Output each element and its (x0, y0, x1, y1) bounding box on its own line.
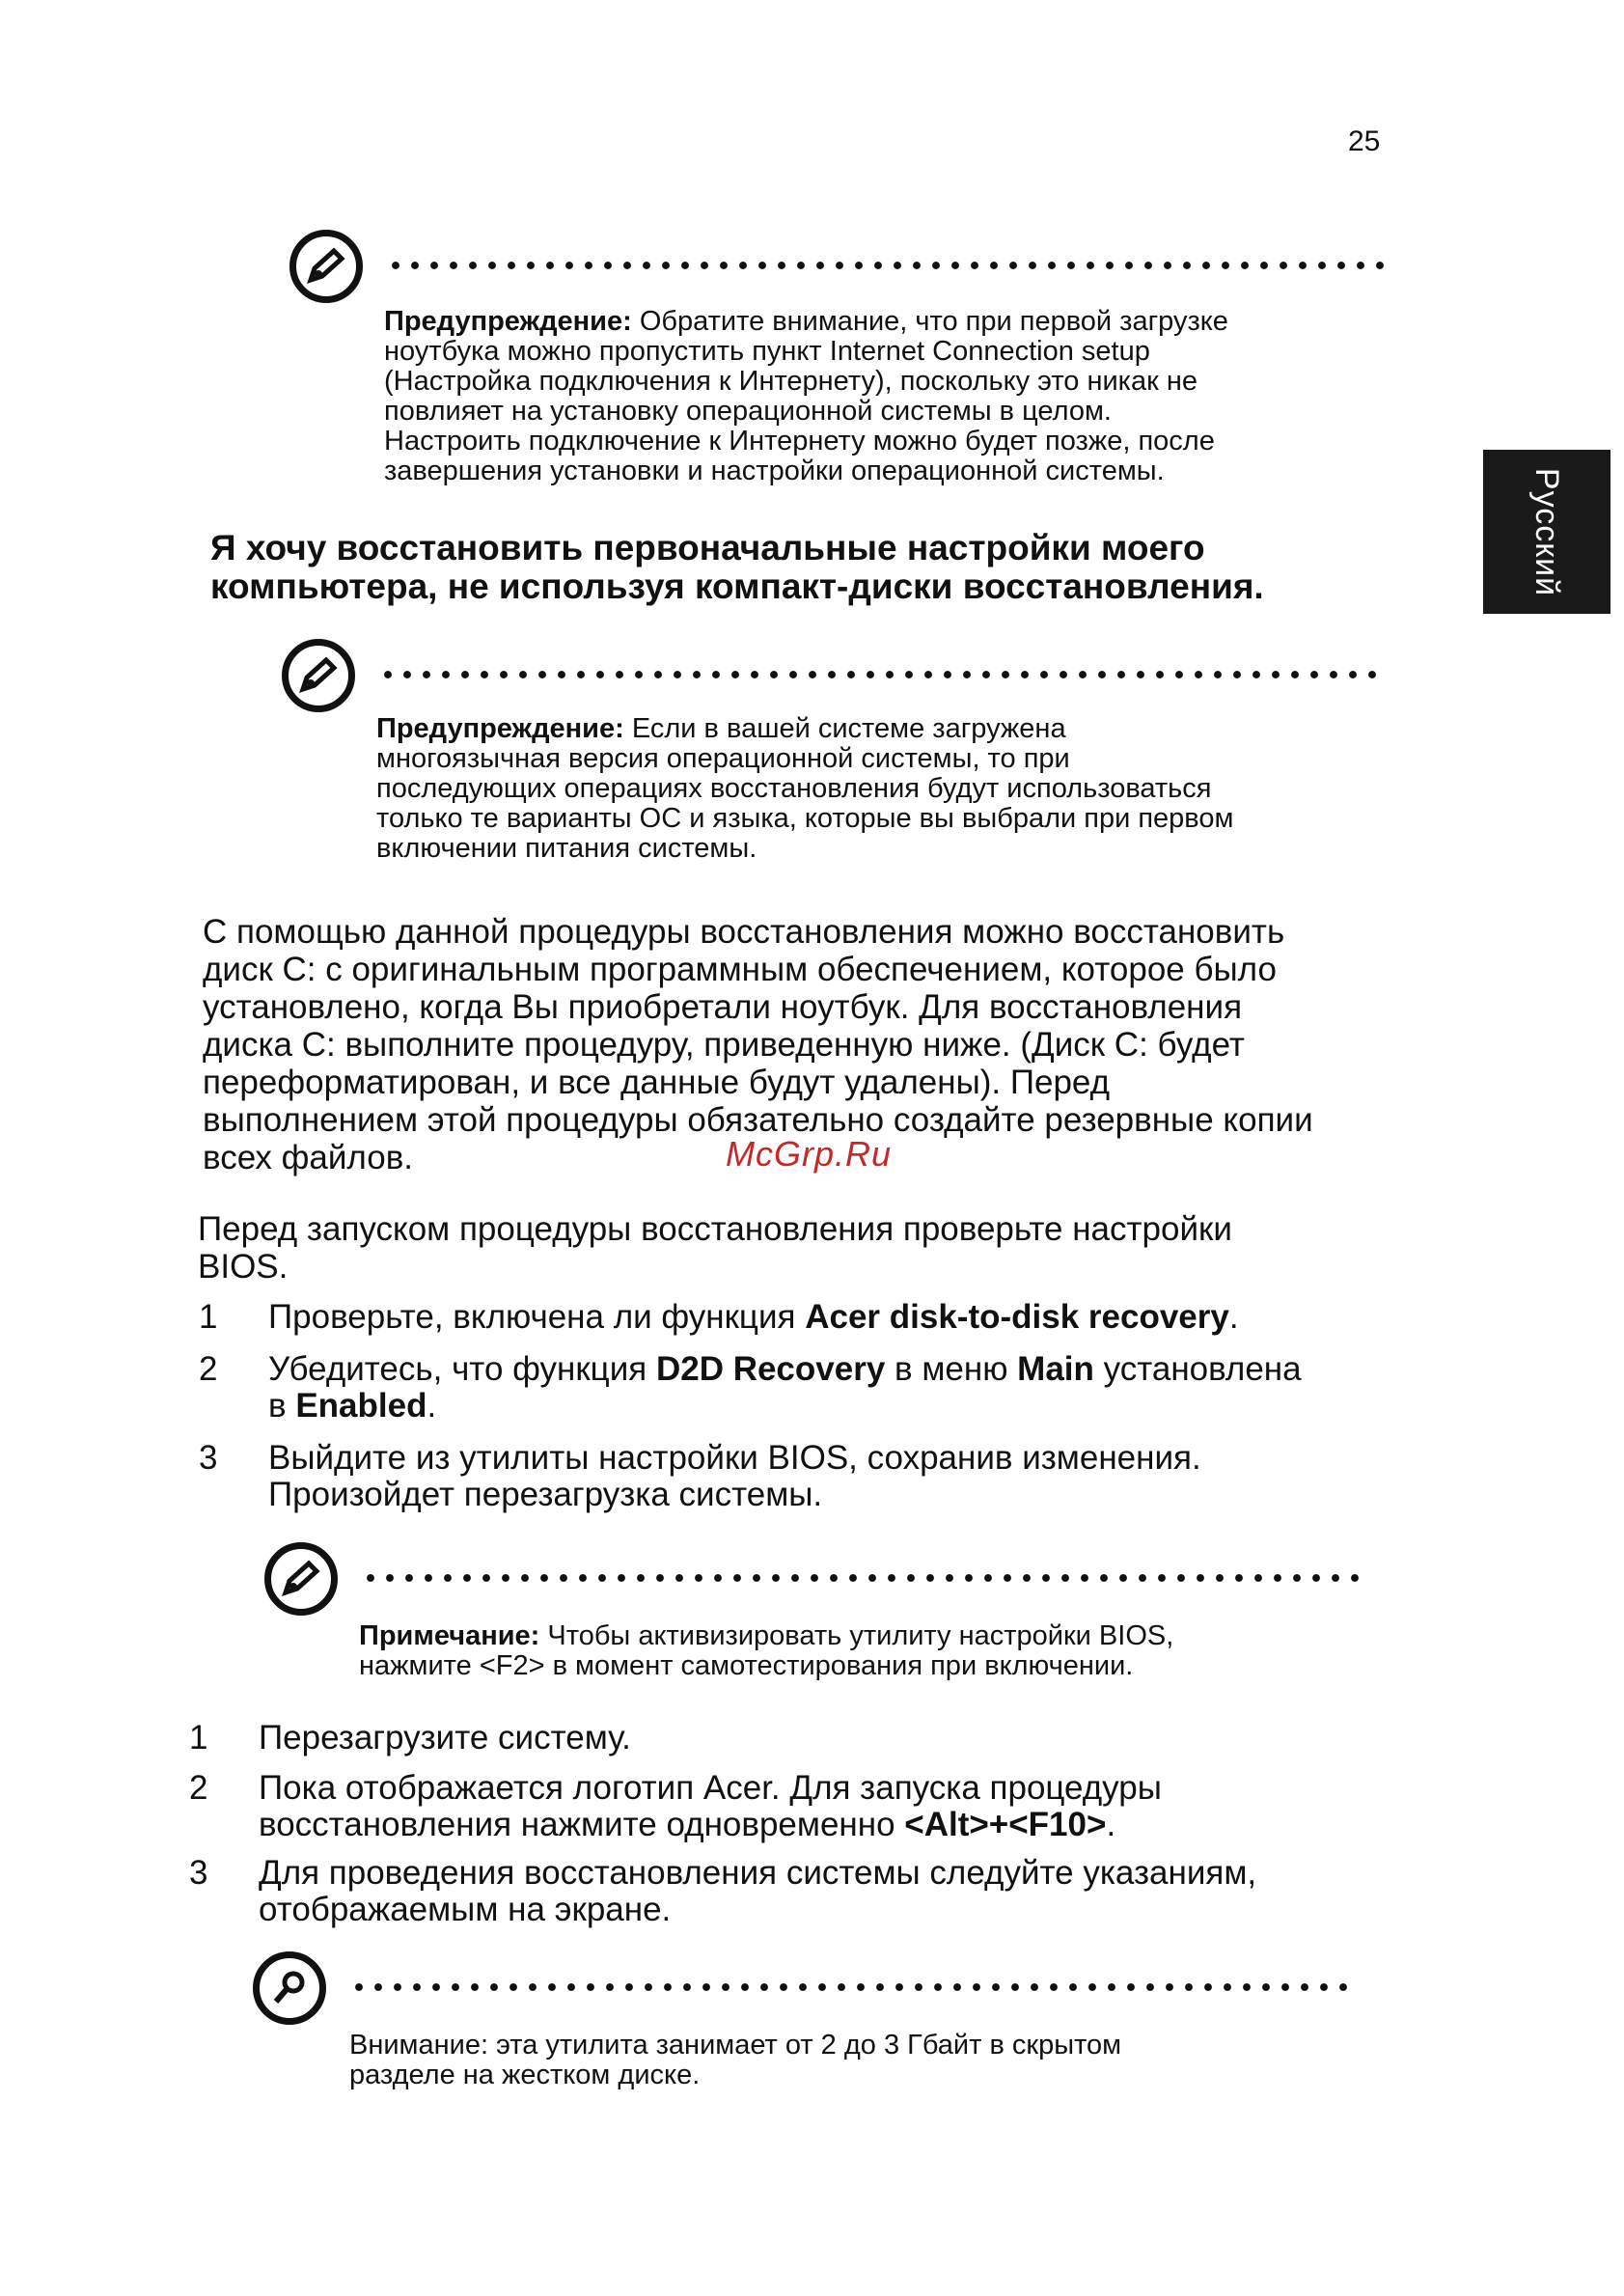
note-line: разделе на жестком диске. (349, 2060, 701, 2090)
pencil-note-icon (282, 639, 355, 712)
language-tab (1483, 450, 1610, 614)
paragraph-line: выполнением этой процедуры обязательно создайте резервные копии (203, 1101, 1313, 1139)
note-line: Чтобы активизировать утилиту настройки BIOS, (547, 1620, 1174, 1651)
paragraph-line: переформатирован, и все данные будут удалены). Перед (203, 1064, 1111, 1101)
list-item (199, 1440, 1453, 1517)
list-text: . (1106, 1806, 1116, 1843)
paragraph-line: Перед запуском процедуры восстановления проверьте настройки (198, 1210, 1232, 1248)
warning-label: Предупреждение: (384, 306, 632, 337)
list-number: 1 (199, 1298, 218, 1336)
note-line: завершения установки и настройки операционной системы. (384, 456, 1165, 486)
bios-note-text (359, 1621, 1420, 1681)
dotted-rule (378, 670, 1382, 679)
recovery-steps-list (189, 1720, 1444, 1932)
list-text-bold: Enabled (295, 1387, 427, 1425)
dotted-rule (386, 261, 1390, 270)
note-line: Если в вашей системе загружена (631, 713, 1066, 744)
pencil-note-icon (264, 1542, 338, 1616)
list-text-bold: Main (1017, 1350, 1094, 1388)
caution-icon (253, 1951, 326, 2025)
paragraph-line: BIOS. (198, 1248, 289, 1286)
note-line: Обратите внимание, что при первой загрузке (639, 306, 1228, 337)
list-text: Выйдите из утилиты настройки BIOS, сохранив изменения. (268, 1439, 1201, 1477)
paragraph-line: С помощью данной процедуры восстановления можно восстановить (203, 913, 1285, 951)
list-item (189, 1770, 1444, 1855)
bios-steps-list (199, 1299, 1453, 1517)
list-text-bold: Acer disk-to-disk recovery (805, 1298, 1229, 1336)
pencil-note-icon (289, 230, 363, 303)
dotted-rule (361, 1573, 1364, 1583)
note-line: Внимание: эта утилита занимает от 2 до 3 Гбайт в скрытом (349, 2030, 1122, 2061)
heading-line: Я хочу восстановить первоначальные настройки моего (210, 528, 1205, 567)
list-text: в (268, 1387, 296, 1425)
language-tab-label: Русский (1528, 467, 1566, 596)
list-item (189, 1720, 1444, 1770)
list-number: 1 (189, 1719, 208, 1757)
note-line: многоязычная версия операционной системы, то при (376, 743, 1070, 774)
list-text: Произойдет перезагрузка системы. (268, 1476, 823, 1513)
list-text: Убедитесь, что функция (268, 1350, 656, 1388)
section-heading (210, 529, 1368, 606)
list-number: 3 (199, 1439, 218, 1477)
heading-line: компьютера, не используя компакт-диски восстановления. (210, 567, 1264, 606)
list-text: . (1228, 1298, 1239, 1336)
warning-note-2-text (376, 714, 1438, 864)
list-text: Перезагрузите систему. (259, 1719, 631, 1757)
page-number: 25 (1348, 125, 1381, 157)
list-item (199, 1299, 1453, 1351)
note-line: ноутбука можно пропустить пункт Internet Connection setup (384, 336, 1150, 367)
note-line: только те варианты ОС и языка, которые вы выбрали при первом (376, 803, 1234, 834)
list-text: . (427, 1387, 437, 1425)
list-number: 3 (189, 1854, 208, 1892)
note-line: Настроить подключение к Интернету можно будет позже, после (384, 426, 1215, 456)
paragraph-line: диска С: выполните процедуру, приведенную ниже. (Диск С: будет (203, 1026, 1245, 1064)
list-text: Проверьте, включена ли функция (268, 1298, 806, 1336)
note-line: нажмите <F2> в момент самотестирования при включении. (359, 1650, 1134, 1681)
note-label: Примечание: (359, 1620, 540, 1651)
paragraph-line: установлено, когда Вы приобретали ноутбук. Для восстановления (203, 988, 1243, 1026)
list-text: в меню (885, 1350, 1018, 1388)
list-text: восстановления нажмите одновременно (259, 1806, 905, 1843)
note-line: включении питания системы. (376, 833, 757, 864)
list-text: Для проведения восстановления системы следуйте указаниям, (259, 1854, 1257, 1892)
body-paragraph-2 (198, 1210, 1414, 1286)
list-text: установлена (1093, 1350, 1302, 1388)
caution-note-text (349, 2031, 1411, 2090)
paragraph-line: всех файлов. (203, 1139, 414, 1176)
list-text-bold: <Alt>+<F10> (904, 1806, 1107, 1843)
watermark: McGrp.Ru (726, 1134, 893, 1174)
note-line: последующих операциях восстановления будут использоваться (376, 773, 1212, 804)
paragraph-line: диск С: с оригинальным программным обеспечением, которое было (203, 951, 1277, 988)
list-text-bold: D2D Recovery (655, 1350, 886, 1388)
note-line: (Настройка подключения к Интернету), поскольку это никак не (384, 366, 1198, 397)
note-line: повлияет на установку операционной системы в целом. (384, 396, 1112, 427)
list-item (199, 1351, 1453, 1440)
list-text: Пока отображается логотип Acer. Для запуска процедуры (259, 1769, 1162, 1807)
list-number: 2 (199, 1350, 218, 1388)
warning-label: Предупреждение: (376, 713, 624, 744)
list-number: 2 (189, 1769, 208, 1807)
list-item (189, 1855, 1444, 1932)
dotted-rule (349, 1982, 1353, 1992)
list-text: отображаемым на экране. (259, 1891, 672, 1928)
warning-note-1-text (384, 307, 1445, 486)
